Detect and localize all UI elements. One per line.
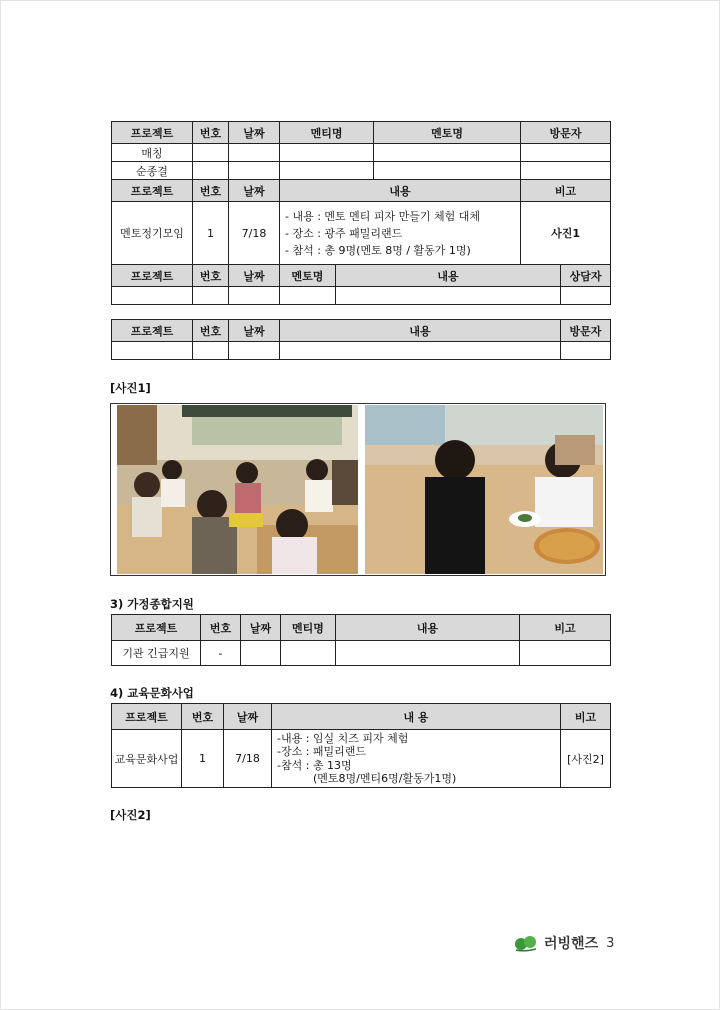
col-visitor: 방문자: [561, 320, 611, 342]
table-row: [112, 287, 611, 305]
col-project: 프로젝트: [112, 704, 182, 730]
page-number: 3: [606, 935, 615, 951]
table-header-row: [112, 265, 611, 287]
col-number: 번호: [193, 180, 229, 202]
col-mentee: 멘티명: [280, 122, 374, 144]
col-date: 날짜: [241, 615, 281, 641]
cell-project: 순종결: [112, 162, 193, 180]
photo-label: [사진2]: [110, 808, 151, 822]
col-date: 날짜: [229, 320, 280, 342]
col-content: 내용: [336, 265, 561, 287]
section-title: 3) 가정종합지원: [110, 597, 194, 611]
cell-note: 사진1: [521, 202, 611, 265]
cell-note: [사진2]: [561, 730, 611, 788]
col-project: 프로젝트: [112, 265, 193, 287]
table-row: [112, 342, 611, 360]
col-project: 프로젝트: [112, 122, 193, 144]
col-number: 번호: [193, 320, 229, 342]
logo-text: 러빙핸즈: [544, 936, 599, 952]
content-line: -장소 : 패밀리랜드: [277, 745, 367, 758]
cell-content: [272, 730, 561, 788]
cell-project: 기관 긴급지원: [112, 641, 201, 666]
hands-logo-icon: [514, 934, 540, 952]
col-mentor: 멘토명: [374, 122, 521, 144]
col-mentor: 멘토명: [280, 265, 336, 287]
col-date: 날짜: [229, 265, 280, 287]
table-row: [112, 202, 611, 265]
section-title: 4) 교육문화사업: [110, 686, 194, 700]
table-header-row: [112, 704, 611, 730]
cell-content: [280, 202, 521, 265]
cell-number: -: [201, 641, 241, 666]
col-date: 날짜: [224, 704, 272, 730]
table-header-row: [112, 122, 611, 144]
col-content: 내 용: [272, 704, 561, 730]
table-header-row: [112, 180, 611, 202]
col-note: 비고: [561, 704, 611, 730]
family-support-table: [111, 614, 611, 666]
col-number: 번호: [193, 122, 229, 144]
content-line: -내용 : 임실 치즈 피자 체험: [277, 731, 409, 745]
cell-project: 교육문화사업: [112, 730, 182, 788]
cell-date: 7/18: [229, 202, 280, 265]
content-line: (멘토8명/멘티6명/활동가1명): [313, 772, 457, 785]
col-date: 날짜: [229, 180, 280, 202]
table-header-row: [112, 615, 611, 641]
col-counselor: 상담자: [561, 265, 611, 287]
content-line: - 장소 : 광주 패밀리랜드: [285, 226, 403, 240]
col-content: 내용: [336, 615, 520, 641]
content-line: - 내용 : 멘토 멘티 피자 만들기 체험 대체: [285, 209, 481, 223]
mentoring-table: [111, 121, 611, 305]
cell-number: 1: [182, 730, 224, 788]
cell-date: 7/18: [224, 730, 272, 788]
table-row: [112, 162, 611, 180]
col-project: 프로젝트: [112, 180, 193, 202]
table-row: [112, 144, 611, 162]
table-header-row: [112, 320, 611, 342]
education-culture-table: [111, 703, 611, 788]
col-number: 번호: [182, 704, 224, 730]
col-number: 번호: [193, 265, 229, 287]
col-mentee: 멘티명: [281, 615, 336, 641]
footer-logo: [514, 933, 614, 953]
visit-table: [111, 319, 611, 360]
cell-number: 1: [193, 202, 229, 265]
col-content: 내용: [280, 180, 521, 202]
col-note: 비고: [520, 615, 611, 641]
cell-project: 멘토정기모임: [112, 202, 193, 265]
photo-label: [사진1]: [110, 381, 151, 395]
col-visitor: 방문자: [521, 122, 611, 144]
content-line: - 참석 : 총 9명(멘토 8명 / 활동가 1명): [285, 243, 471, 257]
col-note: 비고: [521, 180, 611, 202]
col-content: 내용: [280, 320, 561, 342]
table-row: [112, 730, 611, 788]
group-photo-left: [117, 405, 358, 574]
col-project: 프로젝트: [112, 615, 201, 641]
cell-project: 매칭: [112, 144, 193, 162]
group-photo-right: [365, 405, 603, 574]
col-project: 프로젝트: [112, 320, 193, 342]
table-row: [112, 641, 611, 666]
photo-frame: [110, 403, 606, 576]
content-line: -참석 : 총 13명: [277, 758, 352, 772]
col-date: 날짜: [229, 122, 280, 144]
col-number: 번호: [201, 615, 241, 641]
